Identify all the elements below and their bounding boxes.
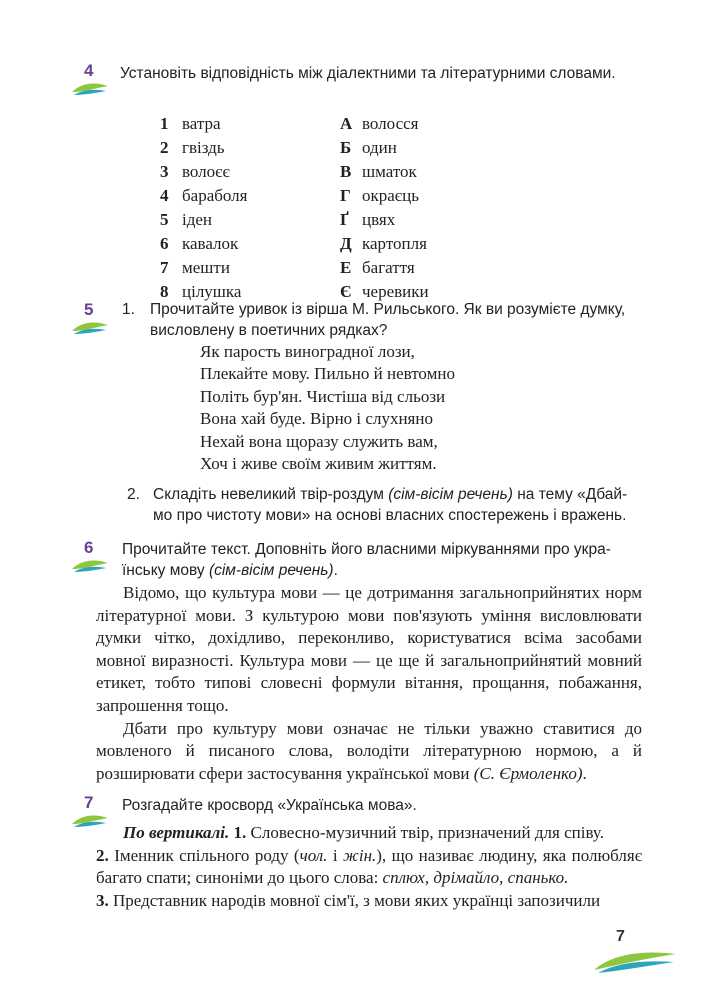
left-number: 7 [160,258,169,277]
task-5-item-2-marker: 2. [127,486,140,503]
left-number: 6 [160,234,169,253]
match-row [160,208,429,232]
task-4-number: 4 [84,61,94,80]
match-row [160,136,429,160]
dialect-word: кавалок [182,234,239,253]
leaf-icon [70,78,110,98]
clue-heading: По вертикалі. [123,823,230,842]
right-letter: А [340,114,353,133]
matching-table [160,112,429,304]
literary-word: цвях [362,210,396,229]
paragraph [96,718,642,786]
literary-word: шматок [362,162,417,181]
match-row [160,160,429,184]
clue-number: 2. [96,845,109,865]
paragraph: Відомо, що культура мови — це дотримання загальноприйнятих норм літературної мови. З культурою мови пов'язують уміння висловлювати думки чітко, дохідливо, переконливо, користуватися всіма засобами мовної виразності. Культура мови — це ще й загальноприйнятий мовний етикет, тобто типові словесні формули вітання, прощання, побажання, запрошення тощо. [96,583,642,715]
match-row [160,232,429,256]
clue-text: і [327,845,344,865]
literary-word: багаття [362,258,415,277]
right-letter: Є [340,282,352,301]
leaf-icon [70,555,110,575]
right-letter: Д [340,234,352,253]
poem-line: Політь бур'ян. Чистіша від сльози [200,386,446,406]
clue-text: Представник народів мовної сім'ї, з мови яких українці запозичили [113,890,601,910]
task-6-number: 6 [84,538,94,557]
right-letter: Ґ [340,210,349,229]
dialect-word: цілушка [182,282,242,301]
match-row [160,256,429,280]
task-7-instruction: Розгадайте кросворд «Українська мова». [122,797,417,814]
literary-word: волосся [362,114,419,133]
text-part: їнську мову [122,562,205,579]
dialect-word: бараболя [182,186,248,205]
right-letter: Г [340,186,351,205]
text-line: Прочитайте текст. Доповніть його власними міркуваннями про укра- [122,541,611,558]
left-number: 8 [160,282,169,301]
poem-line: Плекайте мову. Пильно й невтомно [200,364,455,384]
left-number: 2 [160,138,169,157]
text-italic: (сім-вісім речень) [388,486,513,503]
right-letter: Е [340,258,352,277]
text-line: Прочитайте уривок із вірша М. Рильського. Як ви розумієте думку, [150,301,626,318]
poem [200,341,455,475]
clue-abbr: жін. [343,845,377,865]
left-number: 3 [160,162,169,181]
literary-word: черевики [362,282,429,301]
text-part: Складіть невеликий твір-роздум [153,486,384,503]
dialect-word: мешти [182,258,230,277]
task-7-number: 7 [84,793,94,812]
task-5-item-1-marker: 1. [122,301,135,318]
left-number: 1 [160,114,169,133]
literary-word: картопля [362,234,427,253]
task-6-instruction [122,539,648,581]
dialect-word: іден [182,210,213,229]
poem-line: Хоч і живе своїм живим життям. [200,454,437,474]
paragraph [96,890,642,913]
literary-word: один [362,138,397,157]
text-part: Дбати про культуру мови означає не тільки уважно ставитися до мовленого й писаного слова, володіти літературною нормою, а й розширювати сфери застосування української мови [96,718,642,783]
reading-text [96,582,642,785]
match-row [160,112,429,136]
text-line: висловлену в поетичних рядках? [150,322,388,339]
task-4-instruction: Установіть відповідність між діалектними та літературними словами. [120,65,616,82]
clue-text: Словесно-музичний твір, призначений для співу. [250,823,604,842]
clue-number: 1. [233,823,247,842]
paragraph [96,845,642,890]
task-5-item-2-text [153,484,653,526]
footer-leaf-icon [592,948,678,974]
page-number: 7 [616,928,625,945]
poem-line: Нехай вона щоразу служить вам, [200,431,438,451]
clue-synonyms: сплюх, дрімайло, спанько. [382,868,569,888]
clue-abbr: чол. [299,845,328,865]
literary-word: окраєць [362,186,419,205]
text-line: мо про чистоту мови» на основі власних спостережень і вражень. [153,507,627,524]
match-row [160,184,429,208]
clue-text: Іменник спільного роду ( [114,845,300,865]
left-number: 5 [160,210,169,229]
right-letter: В [340,162,352,181]
text-italic: (сім-вісім речень) [208,562,334,579]
poem-line: Вона хай буде. Вірно і слухняно [200,409,433,429]
leaf-icon [70,317,110,337]
left-number: 4 [160,186,169,205]
dialect-word: гвіздь [182,138,225,157]
paragraph [96,822,642,845]
author-citation: (С. Єрмоленко) [473,763,583,783]
dialect-word: ватра [182,114,221,133]
text-part: . [582,763,587,783]
clue-number: 3. [96,890,109,910]
crossword-clues [96,822,642,912]
task-5-number: 5 [84,300,94,319]
clue-text: ), що називає людину, яка полюбляє багато спати; синоніми до цього слова: [96,845,642,888]
text-part: . [333,562,338,579]
dialect-word: волоєє [182,162,230,181]
text-part: на тему «Дбай- [517,486,628,503]
task-5-item-1-text [150,299,650,341]
right-letter: Б [340,138,352,157]
poem-line: Як парость виноградної лози, [200,342,415,361]
